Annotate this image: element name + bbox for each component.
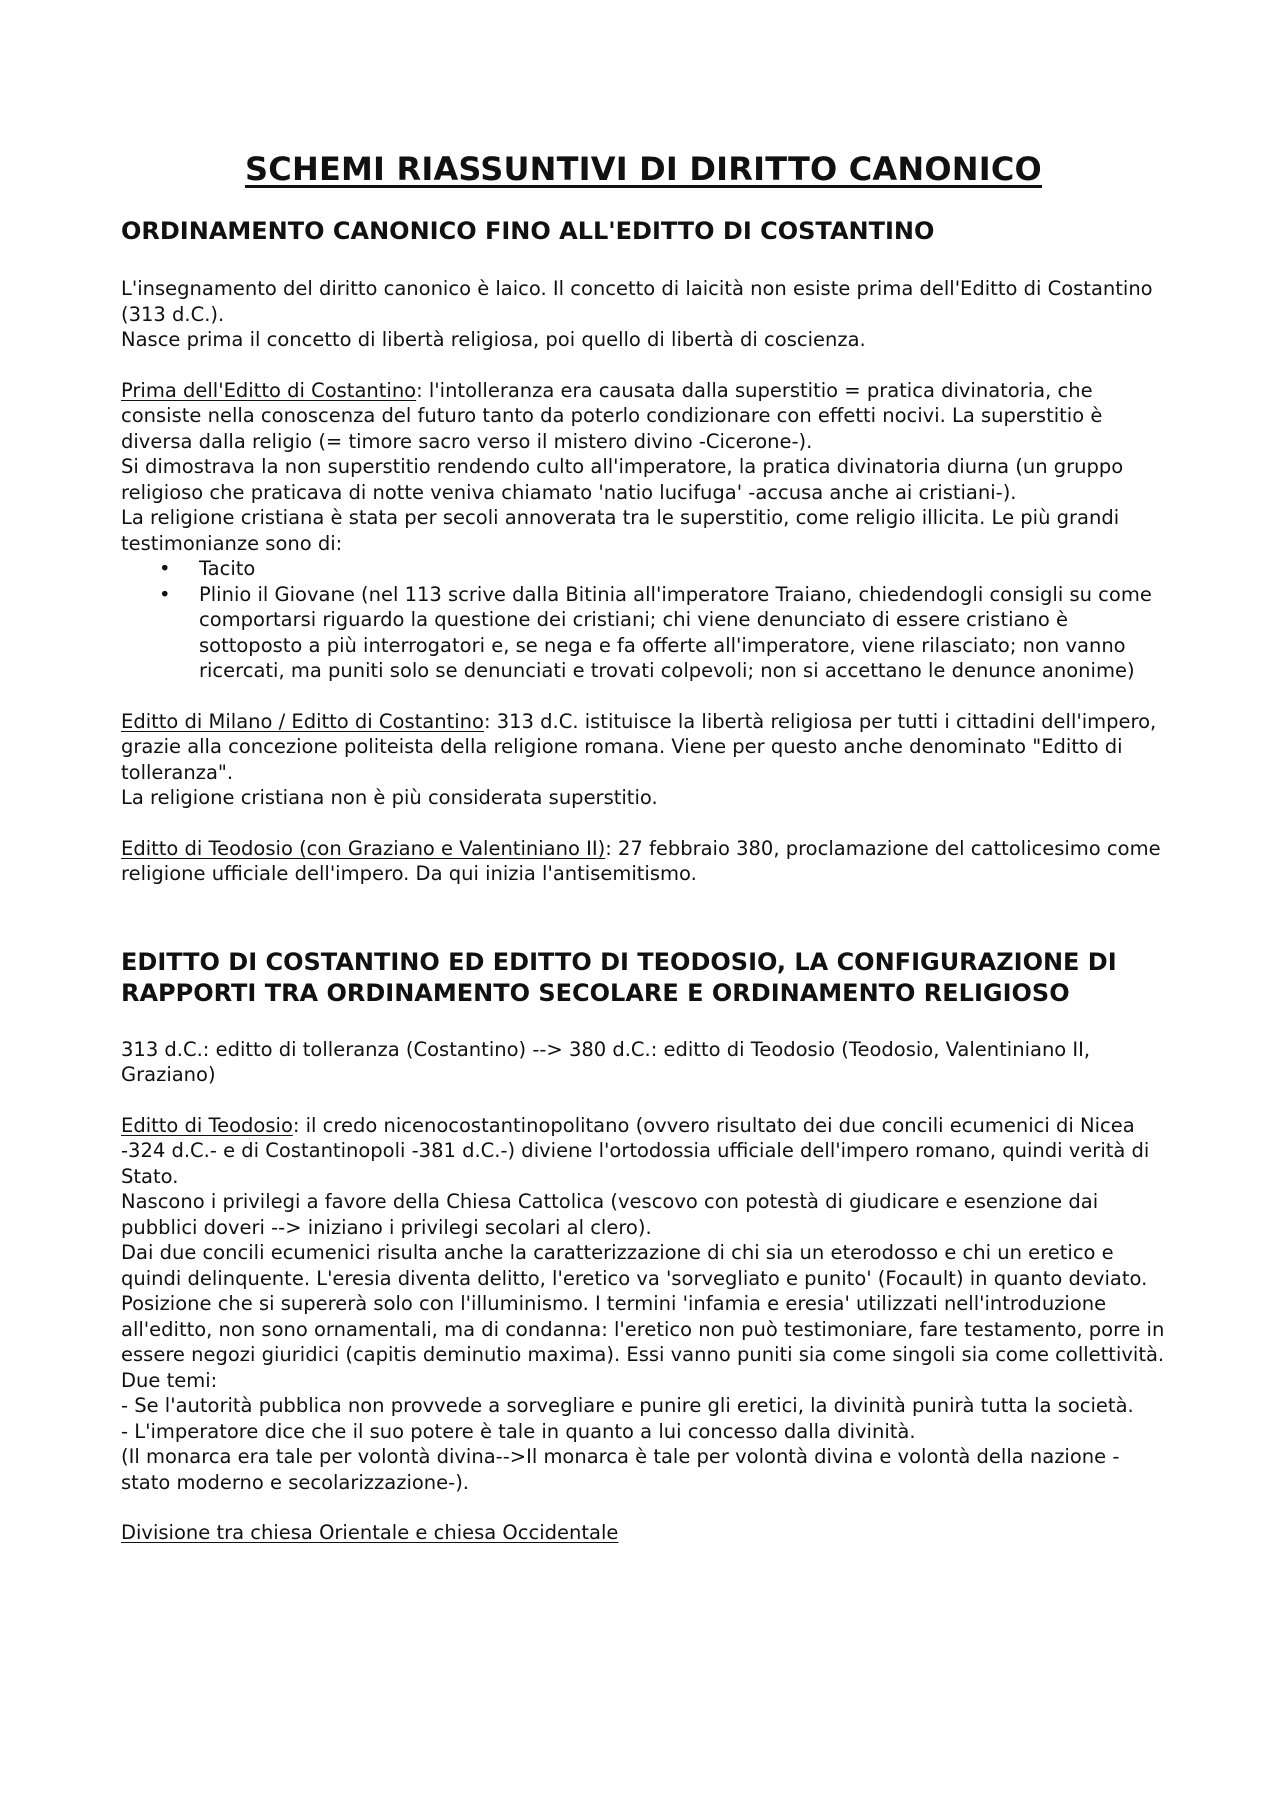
privileges-paragraph: Nascono i privilegi a favore della Chiesa Cattolica (vescovo con potestà di giudicare e esenzione dai pubblici doveri --> iniziano i privilegi secolari al clero). <box>121 1190 1099 1239</box>
timeline-paragraph: 313 d.C.: editto di tolleranza (Costantino) --> 380 d.C.: editto di Teodosio (Teodosio, Valentiniano II, Graziano) <box>121 1037 1091 1086</box>
section-heading-editti: EDITTO DI COSTANTINO ED EDITTO DI TEODOSIO, LA CONFIGURAZIONE DI RAPPORTI TRA ORDINAMENTO SECOLARE E ORDINAMENTO RELIGIOSO <box>121 947 1117 1007</box>
theodosius-edict-text: : 27 febbraio 380, proclamazione del cattolicesimo come religione ufficiale dell'impero. Da qui inizia l'antisemitismo. <box>121 836 1161 885</box>
list-item-text: Tacito <box>199 557 256 580</box>
division-label: Divisione tra chiesa Orientale e chiesa Occidentale <box>121 1521 619 1544</box>
before-edict-paragraph <box>121 378 1166 455</box>
list-item <box>121 556 1166 582</box>
before-edict-text: : l'intolleranza era causata dalla superstitio = pratica divinatoria, che consiste nella conoscenza del futuro tanto da poterlo condizionare con effetti nocivi. La superstitio è diversa dalla religio (= timore sacro verso il mistero divino -Cicerone-). <box>121 378 1103 453</box>
milan-edict-paragraph-2: La religione cristiana non è più considerata superstitio. <box>121 786 658 809</box>
theodosius-creed-paragraph <box>121 1113 1166 1190</box>
intro-paragraph: L'insegnamento del diritto canonico è laico. Il concetto di laicità non esiste prima dell'Editto di Costantino (313 d.C.). <box>121 277 1153 326</box>
theme-item: - Se l'autorità pubblica non provvede a sorvegliare e punire gli eretici, la divinità punirà tutta la società. <box>121 1394 1134 1417</box>
spacer <box>121 1009 1166 1037</box>
milan-edict-paragraph <box>121 709 1166 786</box>
section-heading-ordinamento-canonico: ORDINAMENTO CANONICO FINO ALL'EDITTO DI COSTANTINO <box>121 217 935 245</box>
intro-paragraph-2: Nasce prima il concetto di libertà religiosa, poi quello di libertà di coscienza. <box>121 328 866 351</box>
before-edict-label: Prima dell'Editto di Costantino <box>121 378 417 402</box>
two-themes-label: Due temi: <box>121 1368 218 1392</box>
theodosius-edict-label: Editto di Teodosio (con Graziano e Valentiniano II) <box>121 836 606 860</box>
spacer <box>121 247 1166 276</box>
milan-edict-text: : 313 d.C. istituisce la libertà religiosa per tutti i cittadini dell'impero, grazie alla concezione politeista della religione romana. Viene per questo anche denominato "Editto di tolleranza". <box>121 709 1157 784</box>
division-subheading <box>121 1520 1166 1546</box>
list-item-text: Plinio il Giovane (nel 113 scrive dalla Bitinia all'imperatore Traiano, chiedendogli consigli su come comportarsi riguardo la questione dei cristiani; chi viene denunciato di essere cristiano è sottoposto a più interrogatori e, se nega e fa offerte all'imperatore, viene rilasciato; non vanno ricercati, ma puniti solo se denunciati e trovati colpevoli; non si accettano le denunce anonime) <box>199 582 1152 682</box>
document-page <box>121 150 1166 1546</box>
bullet-icon: • <box>159 582 171 606</box>
heresy-paragraph: Dai due concili ecumenici risulta anche la caratterizzazione di chi sia un eterodosso e chi un eretico e quindi delinquente. L'eresia diventa delitto, l'eretico va 'sorvegliato e punito' (Focault) in quanto deviato. Posizione che si supererà solo con l'illuminismo. I termini 'infamia e eresia' utilizzati nell'introduzione all'editto, non sono ornamentali, ma di condanna: l'eretico non può testimoniare, fare testamento, porre in essere negozi giuridici (capitis deminutio maxima). Essi vanno puniti sia come singoli sia come collettività. <box>121 1241 1165 1366</box>
spacer <box>121 684 1166 709</box>
theodosius-label: Editto di Teodosio <box>121 1113 293 1137</box>
bullet-icon: • <box>159 557 171 580</box>
theodosius-text: : il credo nicenocostantinopolitano (ovvero risultato dei due concili ecumenici di Nicea -324 d.C.- e di Costantinopoli -381 d.C.-) diviene l'ortodossia ufficiale dell'impero romano, quindi verità di Stato. <box>121 1113 1150 1188</box>
superstitio-paragraph: Si dimostrava la non superstitio rendendo culto all'imperatore, la pratica divinatoria diurna (un gruppo religioso che praticava di notte veniva chiamato 'natio lucifuga' -accusa anche ai cristiani-). <box>121 455 1124 504</box>
testimonies-intro-paragraph: La religione cristiana è stata per secoli annoverata tra le superstitio, come religio illicita. Le più grandi testimonianze sono di: <box>121 506 1120 555</box>
spacer <box>121 1495 1166 1520</box>
spacer <box>121 353 1166 378</box>
theodosius-edict-paragraph <box>121 836 1166 887</box>
document-title: SCHEMI RIASSUNTIVI DI DIRITTO CANONICO <box>245 150 1042 188</box>
list-item <box>121 582 1166 684</box>
spacer <box>121 887 1166 947</box>
testimonies-list <box>121 556 1166 684</box>
spacer <box>121 811 1166 836</box>
theme-item: (Il monarca era tale per volontà divina-->Il monarca è tale per volontà divina e volontà della nazione -stato moderno e secolarizzazione-). <box>121 1445 1120 1494</box>
spacer <box>121 1088 1166 1113</box>
milan-edict-label: Editto di Milano / Editto di Costantino <box>121 709 484 733</box>
theme-item: - L'imperatore dice che il suo potere è tale in quanto a lui concesso dalla divinità. <box>121 1419 916 1443</box>
